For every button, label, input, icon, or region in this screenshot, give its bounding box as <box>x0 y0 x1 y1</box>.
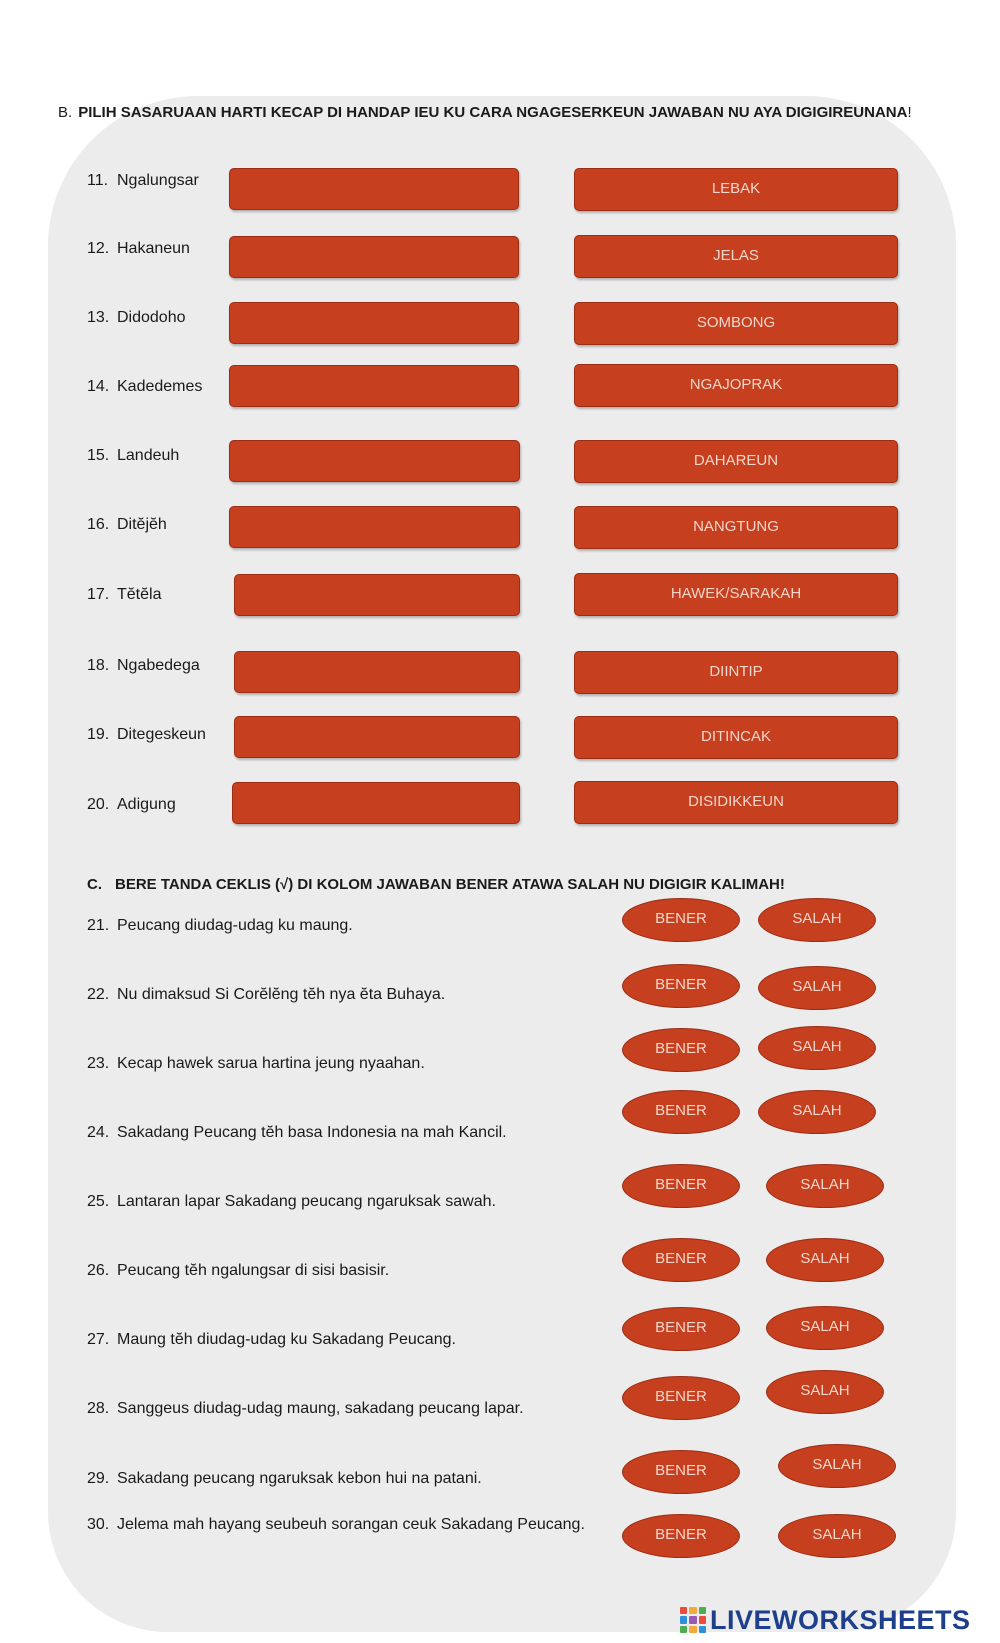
statement-text: Peucang tĕh ngalungsar di sisi basisir. <box>117 1262 390 1279</box>
draggable-answer-option[interactable]: DIINTIP <box>574 651 898 694</box>
question-word: Ngabedega <box>117 657 200 674</box>
matching-question <box>87 172 199 190</box>
statement-text: Lantaran lapar Sakadang peucang ngaruksak sawah. <box>117 1193 496 1210</box>
question-number: 27. <box>87 1331 110 1348</box>
question-number: 19. <box>87 726 110 743</box>
answer-drop-zone[interactable] <box>232 782 520 824</box>
true-false-statement <box>87 917 353 935</box>
question-word: Ngalungsar <box>117 172 199 189</box>
bener-button[interactable]: BENER <box>622 1090 740 1134</box>
liveworksheets-logo[interactable] <box>680 1600 971 1640</box>
answer-drop-zone[interactable] <box>229 168 519 210</box>
draggable-answer-option[interactable]: SOMBONG <box>574 302 898 345</box>
bener-button[interactable]: BENER <box>622 1450 740 1494</box>
salah-button[interactable]: SALAH <box>766 1306 884 1350</box>
question-number: 22. <box>87 986 110 1003</box>
answer-drop-zone[interactable] <box>229 440 520 482</box>
bener-button[interactable]: BENER <box>622 1307 740 1351</box>
salah-button[interactable]: SALAH <box>766 1238 884 1282</box>
draggable-answer-option[interactable]: HAWEK/SARAKAH <box>574 573 898 616</box>
draggable-answer-option[interactable]: DAHAREUN <box>574 440 898 483</box>
question-number: 25. <box>87 1193 110 1210</box>
matching-question <box>87 309 186 327</box>
section-b-heading: PILIH SASARUAAN HARTI KECAP DI HANDAP IEU KU CARA NGAGESERKEUN JAWABAN NU AYA DIGIGIREUNANA <box>78 104 908 121</box>
question-number: 26. <box>87 1262 110 1279</box>
question-word: Ditegeskeun <box>117 726 206 743</box>
answer-drop-zone[interactable] <box>234 651 520 693</box>
question-number: 18. <box>87 657 110 674</box>
bener-button[interactable]: BENER <box>622 964 740 1008</box>
true-false-statement <box>87 1470 482 1488</box>
question-number: 11. <box>87 172 109 189</box>
question-number: 12. <box>87 240 110 257</box>
bener-button[interactable]: BENER <box>622 1514 740 1558</box>
true-false-statement <box>87 1516 585 1534</box>
statement-text: Sakadang Peucang tĕh basa Indonesia na mah Kancil. <box>117 1124 507 1141</box>
section-c-title <box>87 876 785 893</box>
question-word: Adigung <box>117 796 176 813</box>
liveworksheets-grid-icon <box>680 1607 706 1633</box>
statement-text: Nu dimaksud Si Corĕlĕng tĕh nya ĕta Buhaya. <box>117 986 446 1003</box>
question-word: Tĕtĕla <box>117 586 162 603</box>
draggable-answer-option[interactable]: NGAJOPRAK <box>574 364 898 407</box>
matching-question <box>87 657 200 675</box>
salah-button[interactable]: SALAH <box>766 1370 884 1414</box>
true-false-statement <box>87 1400 524 1418</box>
bener-button[interactable]: BENER <box>622 1376 740 1420</box>
bener-button[interactable]: BENER <box>622 1238 740 1282</box>
draggable-answer-option[interactable]: NANGTUNG <box>574 506 898 549</box>
question-word: Kadedemes <box>117 378 203 395</box>
salah-button[interactable]: SALAH <box>758 1026 876 1070</box>
matching-question <box>87 447 179 465</box>
bener-button[interactable]: BENER <box>622 1028 740 1072</box>
question-number: 14. <box>87 378 110 395</box>
matching-question <box>87 726 206 744</box>
answer-drop-zone[interactable] <box>234 716 520 758</box>
section-b-heading-tail: ! <box>907 104 912 121</box>
salah-button[interactable]: SALAH <box>758 1090 876 1134</box>
section-c-label: C. <box>87 876 102 893</box>
true-false-statement <box>87 1262 389 1280</box>
section-b-title <box>58 104 912 121</box>
answer-drop-zone[interactable] <box>229 506 520 548</box>
matching-question <box>87 516 167 534</box>
question-word: Hakaneun <box>117 240 190 257</box>
statement-text: Sanggeus diudag-udag maung, sakadang peucang lapar. <box>117 1400 524 1417</box>
logo-text: LIVEWORKSHEETS <box>710 1604 971 1635</box>
salah-button[interactable]: SALAH <box>758 966 876 1010</box>
question-word: Didodoho <box>117 309 186 326</box>
draggable-answer-option[interactable]: DITINCAK <box>574 716 898 759</box>
draggable-answer-option[interactable]: DISIDIKKEUN <box>574 781 898 824</box>
matching-question <box>87 586 161 604</box>
bener-button[interactable]: BENER <box>622 1164 740 1208</box>
statement-text: Kecap hawek sarua hartina jeung nyaahan. <box>117 1055 425 1072</box>
statement-text: Jelema mah hayang seubeuh sorangan ceuk Sakadang Peucang. <box>117 1516 585 1533</box>
question-number: 13. <box>87 309 110 326</box>
question-number: 24. <box>87 1124 110 1141</box>
answer-drop-zone[interactable] <box>229 236 519 278</box>
salah-button[interactable]: SALAH <box>778 1514 896 1558</box>
question-number: 28. <box>87 1400 110 1417</box>
section-c-heading: BERE TANDA CEKLIS (√) DI KOLOM JAWABAN BENER ATAWA SALAH NU DIGIGIR KALIMAH! <box>115 876 785 893</box>
matching-question <box>87 240 190 258</box>
question-word: Ditĕjĕh <box>117 516 167 533</box>
question-number: 29. <box>87 1470 110 1487</box>
draggable-answer-option[interactable]: JELAS <box>574 235 898 278</box>
true-false-statement <box>87 1331 456 1349</box>
true-false-statement <box>87 1055 425 1073</box>
bener-button[interactable]: BENER <box>622 898 740 942</box>
answer-drop-zone[interactable] <box>229 365 519 407</box>
salah-button[interactable]: SALAH <box>758 898 876 942</box>
question-number: 17. <box>87 586 110 603</box>
true-false-statement <box>87 1193 496 1211</box>
salah-button[interactable]: SALAH <box>766 1164 884 1208</box>
salah-button[interactable]: SALAH <box>778 1444 896 1488</box>
question-number: 20. <box>87 796 110 813</box>
section-b-label: B. <box>58 104 73 121</box>
question-number: 30. <box>87 1516 110 1533</box>
draggable-answer-option[interactable]: LEBAK <box>574 168 898 211</box>
question-number: 23. <box>87 1055 110 1072</box>
question-number: 15. <box>87 447 110 464</box>
true-false-statement <box>87 1124 507 1142</box>
statement-text: Maung tĕh diudag-udag ku Sakadang Peucang. <box>117 1331 456 1348</box>
statement-text: Peucang diudag-udag ku maung. <box>117 917 353 934</box>
question-number: 21. <box>87 917 110 934</box>
true-false-statement <box>87 986 445 1004</box>
statement-text: Sakadang peucang ngaruksak kebon hui na patani. <box>117 1470 482 1487</box>
question-word: Landeuh <box>117 447 180 464</box>
matching-question <box>87 796 176 814</box>
question-number: 16. <box>87 516 110 533</box>
answer-drop-zone[interactable] <box>234 574 520 616</box>
matching-question <box>87 378 202 396</box>
answer-drop-zone[interactable] <box>229 302 519 344</box>
